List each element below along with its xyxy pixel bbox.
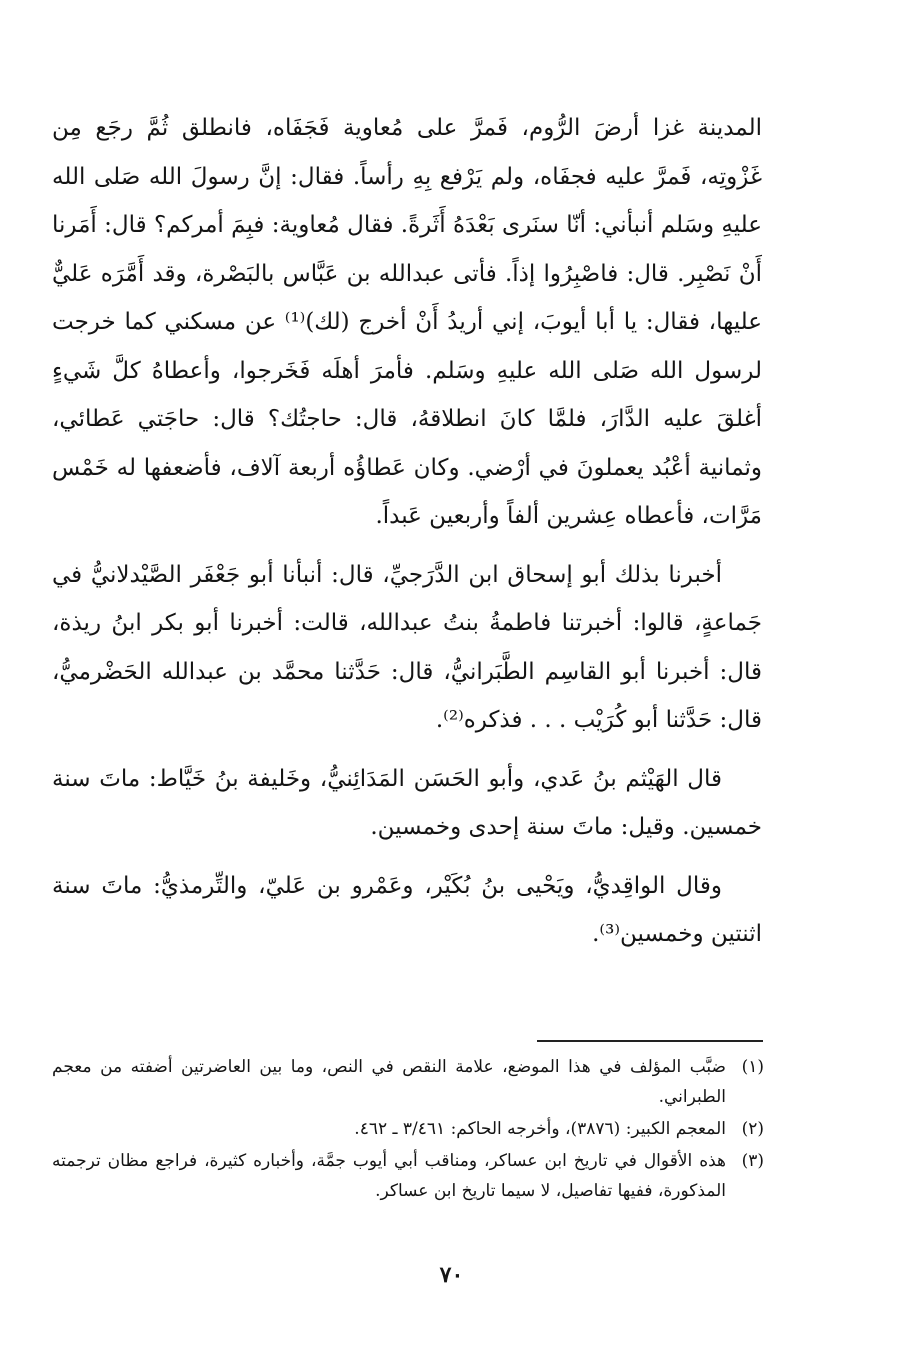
footnote-number: (٢) xyxy=(741,1119,764,1139)
footnote-number: (١) xyxy=(741,1057,764,1077)
footnote-divider xyxy=(537,1040,763,1042)
footnote-text: هذه الأقوال في تاريخ ابن عساكر، ومناقب أبي أيوب جمَّة، وأخباره كثيرة، فراجع مظان ترجمته المذكورة، ففيها تفاصيل، لا سيما تاريخ ابن عساكر. xyxy=(52,1151,726,1201)
footnote-text: ضبَّب المؤلف في هذا الموضع، علامة النقص في النص، وما بين العاضرتين أضفته من معجم الطبراني. xyxy=(52,1057,726,1107)
footnote-text: المعجم الكبير: (٣٨٧٦)، وأخرجه الحاكم: ٣/٤٦١ ـ ٤٦٢. xyxy=(354,1119,726,1139)
main-text xyxy=(52,104,762,959)
paragraph-death-year-1: قال الهَيْثم بنُ عَدي، وأبو الحَسَن المَدَائِنيُّ، وخَليفة بنُ خَيَّاط: ماتَ سنة خمسين. وقيل: ماتَ سنة إحدى وخمسين. xyxy=(52,765,762,840)
page-number: ٧٠ xyxy=(439,1262,464,1288)
footnote-item xyxy=(52,1146,764,1206)
paragraph-death-year-2: وقال الواقِديُّ، ويَحْيى بنُ بُكَيْر، وعَمْرو بن عَليّ، والتِّرمذيُّ: ماتَ سنة اثنتين وخمسين⁽³⁾. xyxy=(52,872,762,947)
footnote-item xyxy=(52,1052,764,1112)
footnotes xyxy=(52,1052,764,1208)
footnote-number: (٣) xyxy=(741,1151,764,1171)
paragraph-isnad: أخبرنا بذلك أبو إسحاق ابن الدَّرَجيِّ، قال: أنبأنا أبو جَعْفَر الصَّيْدلانيُّ في جَماعةٍ، قالوا: أخبرتنا فاطمةُ بنتُ عبدالله، قالت: أخبرنا أبو بكر ابنُ ريذة، قال: أخبرنا أبو القاسِم الطَّبَرانيُّ، قال: حَدَّثنا محمَّد بن عبدالله الحَضْرميُّ، قال: حَدَّثنا أبو كُرَيْب . . . فذكره⁽²⁾. xyxy=(52,561,762,733)
paragraph-narration: المدينة غزا أرضَ الرُّوم، فَمرَّ على مُعاوية فَجَفَاه، فانطلق ثُمَّ رجَع مِن غَزْوتِه، فَمرَّ عليه فجفَاه، ولم يَرْفع بِهِ رأساً. فقال: إنَّ رسولَ الله صَلى الله عليهِ وسَلم أنبأني: أنّا سنَرى بَعْدَهُ أَثَرةً. فقال مُعاوية: فبِمَ أمركم؟ قال: أَمَرنا أَنْ نَصْبِر. قال: فاصْبِرُوا إذاً. فأتى عبدالله بن عَبَّاس بالبَصْرة، وقد أَمَّرَه عَليٌّ عليها، فقال: يا أبا أيوبَ، إني أريدُ أَنْ أخرج (لك)⁽¹⁾ عن مسكني كما خرجت لرسول الله صَلى الله عليهِ وسَلم. فأمرَ أهلَه فَخَرجوا، وأعطاهُ كلَّ شَيءٍ أغلقَ عليه الدَّارَ، فلمَّا كانَ انطلاقهُ، قال: حاجتُك؟ قال: حاجَتي عَطائي، وثمانية أعْبُد يعملونَ في أرْضي. وكان عَطاؤُه أربعة آلاف، فأضعفها له خَمْس مَرَّات، فأعطاه عِشرين ألفاً وأربعين عَبداً. xyxy=(52,115,762,529)
footnote-item xyxy=(52,1114,764,1144)
